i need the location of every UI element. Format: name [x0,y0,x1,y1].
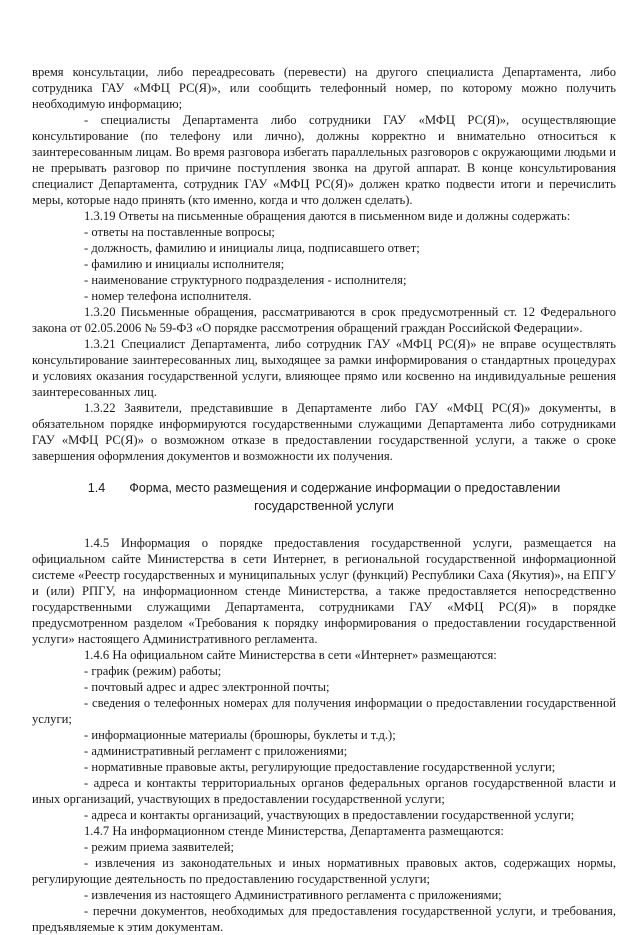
document-page [32,64,616,935]
list-item: - наименование структурного подразделения - исполнителя; [84,273,407,287]
section-heading [56,479,592,515]
paragraph: - специалисты Департамента либо сотрудники ГАУ «МФЦ РС(Я)», осуществляющие консультирование (по телефону или лично), должны корректно и внимательно относиться к заинтересованным лицам. Во время разговора избегать параллельных разговоров с окружающими людьми и не прерывать разговор по причине поступления звонка на другой аппарат. В конце консультирования специалист Департамента, сотрудник ГАУ «МФЦ РС(Я)» должен кратко подвести итоги и перечислить меры, которые надо принять (кто именно, когда и что должен сделать). [32,113,616,207]
section-1-4-body [32,535,616,935]
list-item: - ответы на поставленные вопросы; [84,225,275,239]
section-title: Форма, место размещения и содержание информации о предоставлении государственной услуги [129,481,561,513]
list-item: - график (режим) работы; [84,664,222,678]
list-item: - административный регламент с приложениями; [84,744,348,758]
paragraph: 1.3.21 Специалист Департамента, либо сотрудник ГАУ «МФЦ РС(Я)» не вправе осуществлять консультирование заинтересованных лиц, выходящее за рамки информирования о стандартных процедурах и условиях оказания государственной услуги, влияющее прямо или косвенно на индивидуальные решения заинтересованных лиц. [32,337,616,399]
section-1-3-continuation [32,64,616,464]
list-item: - извлечения из настоящего Административного регламента с приложениями; [84,888,502,902]
paragraph: 1.3.19 Ответы на письменные обращения даются в письменном виде и должны содержать: [84,209,571,223]
list-item: - режим приема заявителей; [84,840,235,854]
list-item: - почтовый адрес и адрес электронной почты; [84,680,330,694]
list-item: - адреса и контакты организаций, участвующих в предоставлении государственной услуги; [84,808,575,822]
list-item: - должность, фамилию и инициалы лица, подписавшего ответ; [84,241,420,255]
list-item: - информационные материалы (брошюры, буклеты и т.д.); [84,728,396,742]
paragraph: время консультации, либо переадресовать (перевести) на другого специалиста Департамента, либо сотрудника ГАУ «МФЦ РС(Я)», или сообщить телефонный номер, по которому можно получить необходимую информацию; [32,65,616,111]
paragraph: 1.3.22 Заявители, представившие в Департаменте либо ГАУ «МФЦ РС(Я)» документы, в обязательном порядке информируются государственными служащими Департамента либо сотрудниками ГАУ «МФЦ РС(Я)» о возможном отказе в предоставлении государственной услуги, а также о сроке завершения оформления документов и возможности их получения. [32,401,616,463]
paragraph: - перечни документов, необходимых для предоставления государственной услуги, и требования, предъявляемые к этим документам. [32,904,616,934]
paragraph: - извлечения из законодательных и иных нормативных правовых актов, содержащих нормы, регулирующие деятельность по предоставлению государственной услуги; [32,856,616,886]
list-item: - нормативные правовые акты, регулирующие предоставление государственной услуги; [84,760,556,774]
paragraph: 1.4.7 На информационном стенде Министерства, Департамента размещаются: [84,824,504,838]
section-number: 1.4 [87,481,106,495]
paragraph: 1.3.20 Письменные обращения, рассматриваются в срок предусмотренный ст. 12 Федерального закона от 02.05.2006 № 59-ФЗ «О порядке рассмотрения обращений граждан Российской Федерации». [32,305,616,335]
list-item: - номер телефона исполнителя. [84,289,252,303]
paragraph: 1.4.6 На официальном сайте Министерства в сети «Интернет» размещаются: [84,648,497,662]
paragraph: - адреса и контакты территориальных органов федеральных органов государственной власти и иных организаций, участвующих в предоставлении государственной услуги; [32,776,616,806]
paragraph: - сведения о телефонных номерах для получения информации о предоставлении государственной услуги; [32,696,616,726]
paragraph: 1.4.5 Информация о порядке предоставления государственной услуги, размещается на официальном сайте Министерства в сети Интернет, в региональной государственной информационной системе «Реестр государственных и муниципальных услуг (функций) Республики Саха (Якутия)», на ЕПГУ и (или) РПГУ, на информационном стенде Министерства, а также предоставляется непосредственно государственными служащими Департамента, сотрудниками ГАУ «МФЦ РС(Я)» в порядке предусмотренном разделом «Требования к порядку информирования о предоставлении государственной услуги» настоящего Административного регламента. [32,536,616,646]
list-item: - фамилию и инициалы исполнителя; [84,257,285,271]
